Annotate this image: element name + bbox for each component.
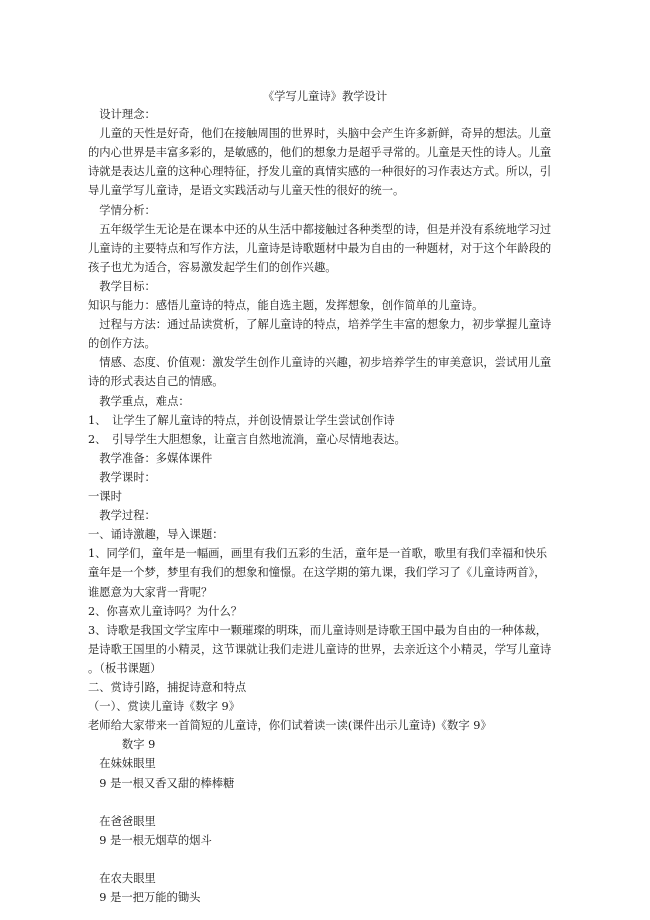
text-line: 诗就是表达儿童的这种心理特征，抒发儿童的真情实感的一种很好的习作表达方式。所以，引 <box>88 165 552 179</box>
text-line: 教学目标： <box>88 279 156 293</box>
text-line: 2、 引导学生大胆想象，让童言自然地流淌，童心尽情地表达。 <box>88 432 406 446</box>
text-line: 孩子也尤为适合，容易激发起学生们的创作兴趣。 <box>88 260 337 274</box>
text-line: 诗的形式表达自己的情感。 <box>88 375 224 389</box>
text-line: 儿童的天性是好奇，他们在接触周围的世界时，头脑中会产生许多新鲜，奇异的想法。儿童 <box>88 127 552 141</box>
text-line: 在妹妹眼里 <box>88 757 156 771</box>
text-line: 在农夫眼里 <box>88 872 156 885</box>
text-line: 3、诗歌是我国文学宝库中一颗璀璨的明珠，而儿童诗则是诗歌王国中最为自由的一种体裁， <box>88 623 548 637</box>
text-line: 1、 让学生了解儿童诗的特点，并创设情景让学生尝试创作诗 <box>88 413 395 427</box>
text-line: 五年级学生无论是在课本中还的从生活中都接触过各种类型的诗，但是并没有系统地学习过 <box>88 222 552 236</box>
text-line: 谁愿意为大家背一背呢？ <box>88 585 213 599</box>
text-line: 9 是一把万能的锄头 <box>88 891 201 905</box>
text-line: 童年是一个梦，梦里有我们的想象和憧憬。在这学期的第九课，我们学习了《儿童诗两首》， <box>88 566 546 580</box>
text-line: 老师给大家带来一首简短的儿童诗，你们试着读一读(课件出示儿童诗)《数字 9》 <box>88 719 492 733</box>
text-line: 教学过程： <box>88 509 156 523</box>
text-line: 学情分析： <box>88 203 156 217</box>
text-line: 一、诵诗激趣，导入课题： <box>88 528 224 542</box>
text-line: 儿童诗的主要特点和写作方法，儿童诗是诗歌题材中最为自由的一种题材，对于这个年龄段的 <box>88 241 552 255</box>
text-line: 教学重点，难点： <box>88 394 190 408</box>
text-line: 9 是一根又香又甜的棒棒糖 <box>88 776 235 790</box>
text-line: 的创作方法。 <box>88 337 156 351</box>
text-line: 9 是一根无烟草的烟斗 <box>88 833 212 847</box>
text-line: 1、同学们，童年是一幅画，画里有我们五彩的生活，童年是一首歌，歌里有我们幸福和快乐 <box>88 547 548 561</box>
text-line: 是诗歌王国里的小精灵，这节课就让我们走进儿童诗的世界，去亲近这个小精灵，学写儿童诗 <box>88 642 552 656</box>
text-line: 设计理念： <box>88 108 156 121</box>
text-line: 的内心世界是丰富多彩的，是敏感的，他们的想象力是超乎寻常的。儿童是天性的诗人。儿童 <box>88 146 552 160</box>
text-line: 二、赏诗引路，捕捉诗意和特点 <box>88 681 247 694</box>
text-line: 2、你喜欢儿童诗吗？为什么？ <box>88 604 243 618</box>
text-line: 数字 9 <box>88 738 156 752</box>
text-line: 。（板书课题） <box>88 661 162 675</box>
document-title: 《学写儿童诗》教学设计 <box>262 90 388 103</box>
text-line: 过程与方法：通过品读赏析，了解儿童诗的特点，培养学生丰富的想象力，初步掌握儿童诗 <box>88 318 552 332</box>
text-line: 知识与能力：感悟儿童诗的特点，能自选主题，发挥想象，创作简单的儿童诗。 <box>88 299 484 312</box>
text-line: （一）、赏读儿童诗《数字 9》 <box>88 700 240 714</box>
text-line: 在爸爸眼里 <box>88 814 156 828</box>
text-line: 教学课时： <box>88 470 156 484</box>
text-line: 情感、态度、价值观：激发学生创作儿童诗的兴趣，初步培养学生的审美意识，尝试用儿童 <box>88 356 552 370</box>
text-line: 导儿童学写儿童诗，是语文实践活动与儿童天性的很好的统一。 <box>88 184 405 198</box>
text-line: 教学准备：多媒体课件 <box>88 451 213 465</box>
text-line: 一课时 <box>88 490 122 503</box>
